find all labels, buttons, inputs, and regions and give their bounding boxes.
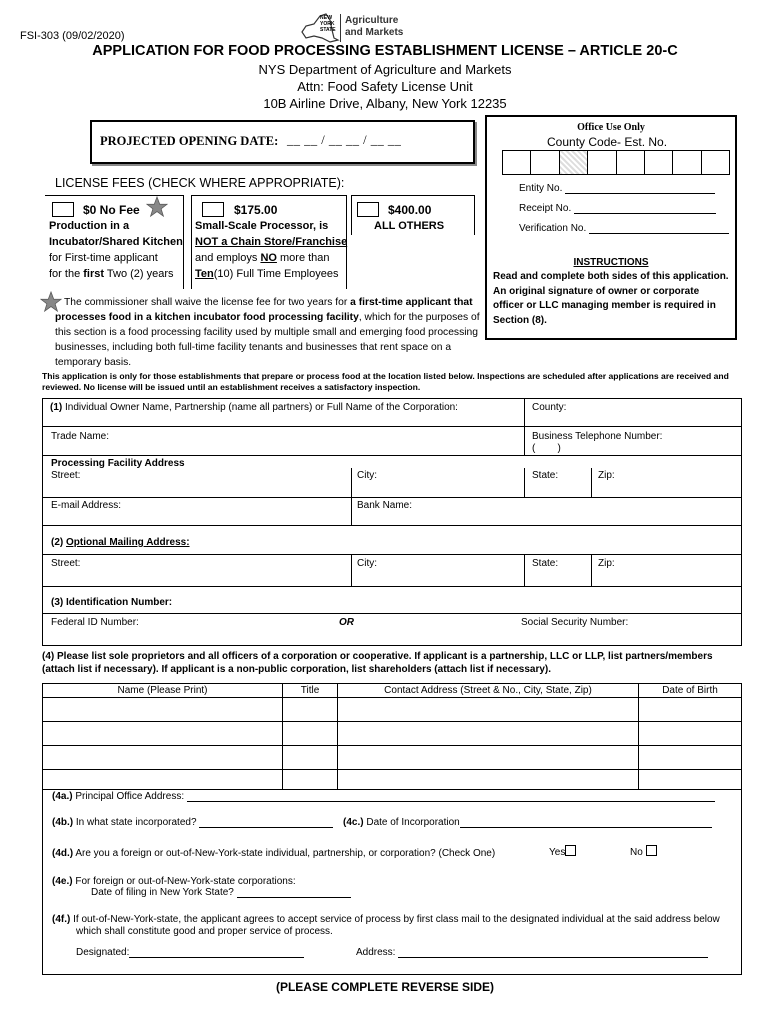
- waiver-text: The commissioner shall waive the license fee for two years for a first-time applicant that processes food in a kitchen incubator food processing facility, which for the purposes of this section is a food processing facility used by multiple small and emerging food processing businesses, including both full-time facility tenants and businesses that rent space on a temporary basis.: [55, 297, 480, 368]
- yes-checkbox[interactable]: [565, 845, 576, 856]
- fee-400-box: [351, 195, 475, 235]
- business-phone-field[interactable]: ( ): [532, 443, 561, 454]
- fee-175-desc-4a: Ten: [195, 268, 214, 280]
- no-fee-label: $0 No Fee: [83, 203, 140, 217]
- officers-table-header: [43, 684, 741, 698]
- ny-filing-date-field[interactable]: [237, 887, 351, 898]
- section-1-table: [42, 398, 742, 526]
- section-3-table: [42, 587, 742, 646]
- col-contact-address: Contact Address (Street & No., City, State, Zip): [384, 685, 592, 696]
- logo-dept-line2: and Markets: [345, 27, 404, 38]
- bank-name-label[interactable]: Bank Name:: [357, 500, 413, 511]
- table-row[interactable]: [43, 722, 741, 746]
- trade-name-label: Trade Name:: [51, 431, 109, 442]
- designated-address-field[interactable]: [398, 947, 708, 958]
- or-label: OR: [339, 617, 354, 628]
- form-id: FSI-303 (09/02/2020): [20, 30, 125, 42]
- star-icon: [146, 196, 168, 218]
- q4a-num: (4a.): [52, 791, 73, 802]
- agency-logo: [300, 12, 412, 46]
- instructions-text: Read and complete both sides of this application. An original signature of owner or corporate officer or LLC managing member is required in Section (8).: [493, 271, 729, 326]
- verification-no-label: Verification No.: [519, 223, 587, 234]
- logo-state-line1: NEW: [320, 15, 333, 21]
- table-row[interactable]: [43, 698, 741, 722]
- no-fee-desc-1: Production in a: [49, 220, 130, 232]
- designated-address-label: Address:: [356, 947, 396, 958]
- no-fee-desc-4a: for the: [49, 268, 84, 280]
- facility-zip-label[interactable]: Zip:: [598, 470, 615, 481]
- mailing-city-label[interactable]: City:: [357, 558, 377, 569]
- owner-name-label: Individual Owner Name, Partnership (name all partners) or Full Name of the Corporation:: [65, 402, 458, 413]
- mailing-street-label[interactable]: Street:: [51, 558, 81, 569]
- license-fees-heading: LICENSE FEES (CHECK WHERE APPROPRIATE):: [55, 176, 345, 190]
- section-4-heading: (4) Please list sole proprietors and all officers of a corporation or cooperative. If applicant is a partnership, LLC or LLP, list partners/members (attach list if necessary). If applicant is a non-public corporation, list shareholders (attach list if necessary).: [42, 651, 713, 675]
- receipt-no-field[interactable]: [574, 203, 716, 214]
- q4f-num: (4f.): [52, 914, 71, 925]
- no-checkbox[interactable]: [646, 845, 657, 856]
- mailing-zip-label[interactable]: Zip:: [598, 558, 615, 569]
- section-3-heading: (3) Identification Number:: [51, 597, 173, 608]
- fee-175-label: $175.00: [234, 203, 278, 217]
- instructions-title: INSTRUCTIONS: [573, 257, 649, 268]
- fee-400-checkbox[interactable]: [357, 202, 379, 217]
- section-2-heading: Optional Mailing Address:: [66, 537, 190, 548]
- fee-175-desc-3a: and employs: [195, 252, 261, 264]
- federal-id-label[interactable]: Federal ID Number:: [51, 617, 139, 628]
- q4d-num: (4d.): [52, 848, 74, 859]
- fee-175-desc-3b: NO: [260, 252, 277, 264]
- no-label: No: [630, 847, 643, 858]
- section-2-num: (2): [51, 537, 64, 548]
- no-fee-desc-4c: Two (2) years: [104, 268, 174, 280]
- col-title: Title: [300, 685, 320, 696]
- state-incorporated-field[interactable]: [199, 817, 333, 828]
- attn-line: Attn: Food Safety License Unit: [297, 79, 473, 94]
- designated-label: Designated:: [76, 947, 130, 958]
- facility-state-label[interactable]: State:: [532, 470, 559, 481]
- facility-city-label[interactable]: City:: [357, 470, 377, 481]
- table-row[interactable]: [43, 770, 741, 790]
- entity-no-label: Entity No.: [519, 183, 563, 194]
- opening-date-box: [90, 120, 475, 164]
- office-use-title: Office Use Only: [577, 122, 645, 133]
- service-of-process-text-2: which shall constitute good and proper service of process.: [76, 926, 333, 937]
- section-1-num: (1): [50, 402, 63, 413]
- fee-175-box: [191, 195, 347, 289]
- designated-field[interactable]: [129, 947, 304, 958]
- logo-dept-line1: Agriculture: [345, 15, 399, 26]
- county-code-label: County Code- Est. No.: [547, 135, 668, 149]
- logo-state-line3: STATE: [320, 27, 336, 33]
- entity-no-field[interactable]: [565, 183, 715, 194]
- dept-address: 10B Airline Drive, Albany, New York 12235: [263, 96, 507, 111]
- fee-175-desc-4b: (10) Full Time Employees: [213, 268, 339, 280]
- col-name: Name (Please Print): [117, 685, 208, 696]
- fee-175-desc-1: Small-Scale Processor, is: [195, 220, 329, 232]
- no-fee-desc-2: Incubator/Shared Kitchen: [49, 236, 183, 248]
- facility-street-label[interactable]: Street:: [51, 470, 81, 481]
- email-label[interactable]: E-mail Address:: [51, 500, 122, 511]
- reverse-side-note: (PLEASE COMPLETE REVERSE SIDE): [275, 980, 495, 994]
- no-fee-checkbox[interactable]: [52, 202, 74, 217]
- fee-175-checkbox[interactable]: [202, 202, 224, 217]
- q4b-num: (4b.): [52, 817, 74, 828]
- yes-label: Yes: [549, 847, 566, 858]
- no-fee-desc-3: for First-time applicant: [49, 252, 158, 264]
- fee-400-desc: ALL OTHERS: [374, 220, 445, 232]
- ssn-label[interactable]: Social Security Number:: [521, 617, 629, 628]
- facility-address-heading: Processing Facility Address: [51, 458, 185, 469]
- mailing-state-label[interactable]: State:: [532, 558, 559, 569]
- fee-400-label: $400.00: [388, 203, 432, 217]
- service-of-process-text: If out-of-New-York-state, the applicant agrees to accept service of process by first class mail to the designated individual at the said address below: [73, 914, 720, 925]
- section-2-table: [42, 526, 742, 587]
- officers-table: [42, 683, 742, 975]
- q4e-num: (4e.): [52, 876, 73, 887]
- col-dob: Date of Birth: [662, 685, 718, 696]
- inspection-notice: This application is only for those establishments that prepare or process food at the location listed below. Inspections are scheduled after applications are received and reviewed. No license will be issued until an establishment receives a satisfactory inspection.: [42, 371, 729, 392]
- office-use-box: [485, 115, 737, 340]
- table-row[interactable]: [43, 746, 741, 770]
- principal-office-label: Principal Office Address:: [75, 791, 185, 802]
- business-phone-label: Business Telephone Number:: [532, 431, 663, 442]
- incorporation-date-label: Date of Incorporation: [366, 817, 460, 828]
- county-code-cells[interactable]: [502, 150, 730, 175]
- county-label: County:: [532, 402, 567, 413]
- no-fee-box: [45, 195, 184, 289]
- principal-office-field[interactable]: [187, 791, 715, 802]
- no-fee-desc-4b: first: [83, 268, 105, 280]
- foreign-question-label: Are you a foreign or out-of-New-York-state individual, partnership, or corporation? (Check One): [75, 848, 496, 859]
- page-title: APPLICATION FOR FOOD PROCESSING ESTABLISHMENT LICENSE – ARTICLE 20-C: [92, 43, 678, 59]
- logo-state-line2: YORK: [320, 21, 335, 27]
- fee-175-desc-2: NOT a Chain Store/Franchise: [195, 236, 348, 248]
- ny-filing-date-label: Date of filing in New York State?: [91, 887, 234, 898]
- receipt-no-label: Receipt No.: [519, 203, 572, 214]
- dept-name: NYS Department of Agriculture and Markets: [258, 62, 512, 77]
- foreign-corp-label: For foreign or out-of-New-York-state corporations:: [75, 876, 296, 887]
- q4c-num: (4c.): [343, 817, 364, 828]
- verification-no-field[interactable]: [589, 223, 729, 234]
- state-incorporated-label: In what state incorporated?: [75, 817, 197, 828]
- opening-date-input[interactable]: __ __ / __ __ / __ __: [287, 133, 402, 147]
- incorporation-date-field[interactable]: [460, 817, 712, 828]
- fee-175-desc-3c: more than: [276, 252, 330, 264]
- opening-date-label: PROJECTED OPENING DATE:: [100, 134, 279, 148]
